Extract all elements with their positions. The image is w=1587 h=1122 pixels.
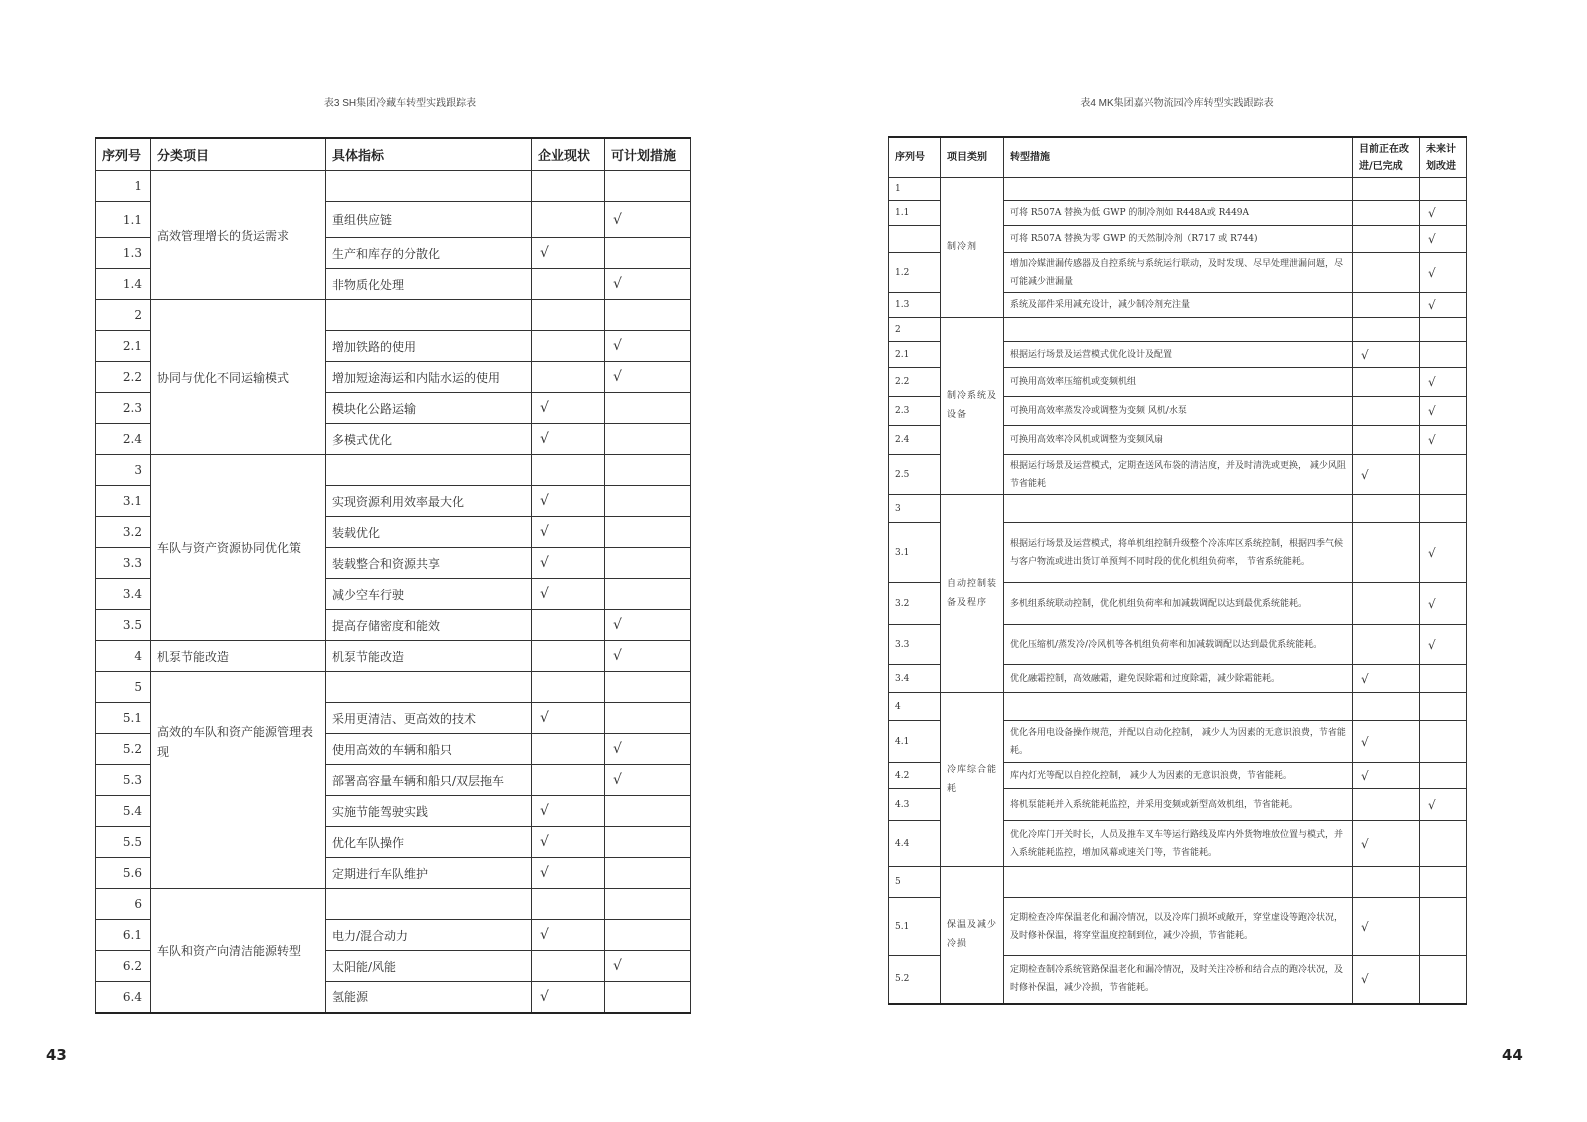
- future-cell: [1420, 342, 1467, 368]
- serial-cell: 6.2: [96, 951, 151, 982]
- page-number-left: 43: [46, 1046, 67, 1064]
- serial-cell: 2.3: [889, 397, 941, 426]
- serial-cell: 1: [96, 171, 151, 202]
- measure-cell: 定期检查制冷系统管路保温老化和漏冷情况，及时关注冷桥和结合点的跑冷状况，及时修补保温，减少冷损，节省能耗。: [1004, 956, 1353, 1004]
- category-cell: 机泵节能改造: [151, 641, 326, 672]
- serial-cell: 5.1: [96, 703, 151, 734]
- status-cell: √: [532, 517, 605, 548]
- serial-cell: 3.1: [889, 523, 941, 583]
- future-cell: √: [1420, 397, 1467, 426]
- status-cell: √: [532, 858, 605, 889]
- serial-cell: 3.4: [889, 665, 941, 693]
- status-cell: √: [532, 486, 605, 517]
- plan-cell: [605, 982, 691, 1013]
- status-cell: √: [532, 827, 605, 858]
- serial-cell: 4.2: [889, 763, 941, 789]
- future-cell: √: [1420, 226, 1467, 253]
- plan-cell: [605, 796, 691, 827]
- indicator-cell: 定期进行车队维护: [326, 858, 532, 889]
- status-cell: [532, 202, 605, 238]
- indicator-cell: 优化车队操作: [326, 827, 532, 858]
- plan-cell: [605, 424, 691, 455]
- indicator-cell: 部署高容量车辆和船只/双层拖车: [326, 765, 532, 796]
- measure-cell: 优化各用电设备操作规范，并配以自动化控制， 减少人为因素的无意识浪费，节省能耗。: [1004, 721, 1353, 763]
- indicator-cell: 装载整合和资源共享: [326, 548, 532, 579]
- measure-cell: 多机组系统联动控制，优化机组负荷率和加减载调配以达到最优系统能耗。: [1004, 583, 1353, 625]
- plan-cell: [605, 393, 691, 424]
- status-cell: √: [532, 393, 605, 424]
- measure-cell: 可换用高效率蒸发冷或调整为变频 风机/水泵: [1004, 397, 1353, 426]
- indicator-cell: 机泵节能改造: [326, 641, 532, 672]
- plan-cell: √: [605, 362, 691, 393]
- indicator-cell: 太阳能/风能: [326, 951, 532, 982]
- serial-cell: 2.1: [96, 331, 151, 362]
- indicator-cell: 模块化公路运输: [326, 393, 532, 424]
- table4-mk-group-cold-storage-tracking: [888, 136, 1467, 1005]
- table3-caption: 表3 SH集团冷藏车转型实践跟踪表: [323, 98, 477, 109]
- future-cell: [1420, 665, 1467, 693]
- serial-cell: 2.5: [889, 455, 941, 495]
- col-header-current: 目前正在改进/已完成: [1353, 137, 1420, 178]
- status-cell: √: [532, 796, 605, 827]
- measure-cell: 根据运行场景及运营模式优化设计及配置: [1004, 342, 1353, 368]
- table-header-row: [889, 137, 1467, 178]
- measure-cell: 将机泵能耗并入系统能耗监控，并采用变频或新型高效机组，节省能耗。: [1004, 789, 1353, 821]
- indicator-cell: 生产和库存的分散化: [326, 238, 532, 269]
- current-cell: [1353, 178, 1420, 201]
- category-cell: 制冷系统及设备: [941, 318, 1004, 495]
- serial-cell: 5.2: [889, 956, 941, 1004]
- future-cell: [1420, 898, 1467, 956]
- table-header-row: [96, 138, 691, 171]
- table-row: [96, 672, 691, 703]
- serial-cell: 5.2: [96, 734, 151, 765]
- category-cell: 高效管理增长的货运需求: [151, 171, 326, 300]
- category-cell: 车队和资产向清洁能源转型: [151, 889, 326, 1013]
- measure-cell: 根据运行场景及运营模式，将单机组控制升级整个冷冻库区系统控制，根据四季气候与客户物流或进出货订单预判不同时段的优化机组负荷率， 节省系统能耗。: [1004, 523, 1353, 583]
- table4-caption: 表4 MK集团嘉兴物流园冷库转型实践跟踪表: [1080, 98, 1274, 109]
- current-cell: [1353, 693, 1420, 721]
- future-cell: √: [1420, 293, 1467, 318]
- serial-cell: 1.1: [96, 202, 151, 238]
- indicator-cell: 提高存储密度和能效: [326, 610, 532, 641]
- status-cell: [532, 269, 605, 300]
- current-cell: √: [1353, 721, 1420, 763]
- serial-cell: 3.4: [96, 579, 151, 610]
- serial-cell: 2: [889, 318, 941, 342]
- plan-cell: [605, 171, 691, 202]
- plan-cell: [605, 300, 691, 331]
- indicator-cell: 氢能源: [326, 982, 532, 1013]
- current-cell: √: [1353, 763, 1420, 789]
- serial-cell: 1.1: [889, 201, 941, 226]
- plan-cell: √: [605, 951, 691, 982]
- col-header-serial: 序列号: [96, 138, 151, 171]
- current-cell: [1353, 625, 1420, 665]
- plan-cell: √: [605, 765, 691, 796]
- serial-cell: 5: [889, 867, 941, 898]
- serial-cell: 5.3: [96, 765, 151, 796]
- indicator-cell: 实现资源利用效率最大化: [326, 486, 532, 517]
- current-cell: [1353, 368, 1420, 397]
- future-cell: √: [1420, 368, 1467, 397]
- serial-cell: 3.2: [889, 583, 941, 625]
- status-cell: [532, 951, 605, 982]
- plan-cell: √: [605, 269, 691, 300]
- measure-cell: 优化融霜控制，高效融霜，避免误除霜和过度除霜，减少除霜能耗。: [1004, 665, 1353, 693]
- serial-cell: 3: [96, 455, 151, 486]
- future-cell: [1420, 318, 1467, 342]
- future-cell: √: [1420, 583, 1467, 625]
- current-cell: [1353, 201, 1420, 226]
- table-row: [889, 178, 1467, 201]
- serial-cell: 3: [889, 495, 941, 523]
- col-header-category: 项目类别: [941, 137, 1004, 178]
- measure-cell: 可将 R507A 替换为低 GWP 的制冷剂如 R448A或 R449A: [1004, 201, 1353, 226]
- indicator-cell: [326, 889, 532, 920]
- category-cell: 高效的车队和资产能源管理表现: [151, 672, 326, 889]
- plan-cell: [605, 238, 691, 269]
- current-cell: [1353, 583, 1420, 625]
- indicator-cell: 电力/混合动力: [326, 920, 532, 951]
- serial-cell: 1.3: [96, 238, 151, 269]
- future-cell: √: [1420, 253, 1467, 293]
- table-row: [96, 889, 691, 920]
- table-row: [96, 300, 691, 331]
- serial-cell: 5.6: [96, 858, 151, 889]
- current-cell: √: [1353, 455, 1420, 495]
- plan-cell: [605, 858, 691, 889]
- plan-cell: [605, 889, 691, 920]
- status-cell: [532, 734, 605, 765]
- category-cell: 协同与优化不同运输模式: [151, 300, 326, 455]
- serial-cell: 2.4: [96, 424, 151, 455]
- plan-cell: √: [605, 641, 691, 672]
- indicator-cell: 非物质化处理: [326, 269, 532, 300]
- indicator-cell: 采用更清洁、更高效的技术: [326, 703, 532, 734]
- plan-cell: [605, 486, 691, 517]
- current-cell: [1353, 253, 1420, 293]
- col-header-plan: 可计划措施: [605, 138, 691, 171]
- future-cell: √: [1420, 789, 1467, 821]
- plan-cell: √: [605, 734, 691, 765]
- measure-cell: 可将 R507A 替换为零 GWP 的天然制冷剂（R717 或 R744): [1004, 226, 1353, 253]
- future-cell: [1420, 956, 1467, 1004]
- current-cell: [1353, 789, 1420, 821]
- category-cell: 保温及减少冷损: [941, 867, 1004, 1004]
- status-cell: [532, 362, 605, 393]
- serial-cell: 4.1: [889, 721, 941, 763]
- table-row: [889, 693, 1467, 721]
- indicator-cell: 装载优化: [326, 517, 532, 548]
- status-cell: √: [532, 238, 605, 269]
- indicator-cell: 使用高效的车辆和船只: [326, 734, 532, 765]
- plan-cell: [605, 827, 691, 858]
- measure-cell: [1004, 693, 1353, 721]
- future-cell: √: [1420, 523, 1467, 583]
- serial-cell: 1.2: [889, 253, 941, 293]
- indicator-cell: 实施节能驾驶实践: [326, 796, 532, 827]
- category-cell: 制冷剂: [941, 178, 1004, 318]
- measure-cell: 可换用高效率冷风机或调整为变频风扇: [1004, 426, 1353, 455]
- status-cell: [532, 672, 605, 703]
- col-header-serial: 序列号: [889, 137, 941, 178]
- status-cell: √: [532, 424, 605, 455]
- plan-cell: [605, 548, 691, 579]
- indicator-cell: 增加短途海运和内陆水运的使用: [326, 362, 532, 393]
- current-cell: [1353, 226, 1420, 253]
- future-cell: [1420, 178, 1467, 201]
- col-header-measure: 转型措施: [1004, 137, 1353, 178]
- plan-cell: [605, 703, 691, 734]
- indicator-cell: [326, 171, 532, 202]
- col-header-status: 企业现状: [532, 138, 605, 171]
- col-header-future: 未来计划改进: [1420, 137, 1467, 178]
- table-row: [889, 318, 1467, 342]
- current-cell: √: [1353, 956, 1420, 1004]
- serial-cell: 4.3: [889, 789, 941, 821]
- serial-cell: 2.4: [889, 426, 941, 455]
- table-row: [96, 455, 691, 486]
- current-cell: √: [1353, 342, 1420, 368]
- measure-cell: 优化压缩机/蒸发冷/冷风机等各机组负荷率和加减载调配以达到最优系统能耗。: [1004, 625, 1353, 665]
- indicator-cell: [326, 455, 532, 486]
- serial-cell: 6.1: [96, 920, 151, 951]
- indicator-cell: 增加铁路的使用: [326, 331, 532, 362]
- future-cell: [1420, 495, 1467, 523]
- future-cell: √: [1420, 625, 1467, 665]
- plan-cell: [605, 517, 691, 548]
- status-cell: [532, 641, 605, 672]
- current-cell: [1353, 426, 1420, 455]
- status-cell: [532, 300, 605, 331]
- current-cell: √: [1353, 821, 1420, 867]
- measure-cell: 增加冷媒泄漏传感器及自控系统与系统运行联动，及时发现、尽早处理泄漏问题，尽可能减少泄漏量: [1004, 253, 1353, 293]
- serial-cell: 1: [889, 178, 941, 201]
- serial-cell: 5.1: [889, 898, 941, 956]
- table-row: [889, 495, 1467, 523]
- status-cell: [532, 331, 605, 362]
- status-cell: [532, 455, 605, 486]
- table-row: [889, 867, 1467, 898]
- status-cell: √: [532, 703, 605, 734]
- indicator-cell: [326, 300, 532, 331]
- serial-cell: 5.5: [96, 827, 151, 858]
- serial-cell: 3.1: [96, 486, 151, 517]
- measure-cell: [1004, 867, 1353, 898]
- status-cell: √: [532, 982, 605, 1013]
- plan-cell: [605, 579, 691, 610]
- serial-cell: 3.3: [96, 548, 151, 579]
- serial-cell: 6: [96, 889, 151, 920]
- serial-cell: 1.4: [96, 269, 151, 300]
- measure-cell: 系统及部件采用减充设计，减少制冷剂充注量: [1004, 293, 1353, 318]
- future-cell: [1420, 721, 1467, 763]
- status-cell: [532, 765, 605, 796]
- current-cell: [1353, 867, 1420, 898]
- serial-cell: 2.3: [96, 393, 151, 424]
- status-cell: √: [532, 548, 605, 579]
- serial-cell: 2.2: [889, 368, 941, 397]
- col-header-indicator: 具体指标: [326, 138, 532, 171]
- serial-cell: 1.3: [889, 293, 941, 318]
- category-cell: 车队与资产资源协同优化策: [151, 455, 326, 641]
- plan-cell: [605, 455, 691, 486]
- serial-cell: 2.1: [889, 342, 941, 368]
- category-cell: 冷库综合能耗: [941, 693, 1004, 867]
- serial-cell: 4: [96, 641, 151, 672]
- plan-cell: [605, 672, 691, 703]
- status-cell: [532, 171, 605, 202]
- page-number-right: 44: [1502, 1046, 1523, 1064]
- measure-cell: 库内灯光等配以自控化控制， 减少人为因素的无意识浪费，节省能耗。: [1004, 763, 1353, 789]
- col-header-category: 分类项目: [151, 138, 326, 171]
- indicator-cell: 多模式优化: [326, 424, 532, 455]
- future-cell: √: [1420, 426, 1467, 455]
- measure-cell: 定期检查冷库保温老化和漏冷情况，以及冷库门损坏或敞开，穿堂虚设等跑冷状况，及时修补保温，将穿堂温度控制到位，减少冷损，节省能耗。: [1004, 898, 1353, 956]
- measure-cell: [1004, 495, 1353, 523]
- table-row: [96, 171, 691, 202]
- serial-cell: 4: [889, 693, 941, 721]
- serial-cell: 4.4: [889, 821, 941, 867]
- indicator-cell: 重组供应链: [326, 202, 532, 238]
- measure-cell: [1004, 178, 1353, 201]
- status-cell: √: [532, 920, 605, 951]
- current-cell: √: [1353, 665, 1420, 693]
- category-cell: 自动控制装备及程序: [941, 495, 1004, 693]
- serial-cell: 6.4: [96, 982, 151, 1013]
- measure-cell: 可换用高效率压缩机或变频机组: [1004, 368, 1353, 397]
- serial-cell: 5.4: [96, 796, 151, 827]
- plan-cell: [605, 920, 691, 951]
- future-cell: [1420, 693, 1467, 721]
- serial-cell: 2.2: [96, 362, 151, 393]
- measure-cell: 根据运行场景及运营模式，定期查送风布袋的清洁度，并及时清洗或更换， 减少风阻节省能耗: [1004, 455, 1353, 495]
- status-cell: [532, 610, 605, 641]
- future-cell: [1420, 867, 1467, 898]
- serial-cell: 2: [96, 300, 151, 331]
- measure-cell: [1004, 318, 1353, 342]
- current-cell: √: [1353, 898, 1420, 956]
- current-cell: [1353, 293, 1420, 318]
- current-cell: [1353, 523, 1420, 583]
- status-cell: [532, 889, 605, 920]
- serial-cell: 3.5: [96, 610, 151, 641]
- future-cell: [1420, 821, 1467, 867]
- serial-cell: [889, 226, 941, 253]
- indicator-cell: 减少空车行驶: [326, 579, 532, 610]
- measure-cell: 优化冷库门开关时长，人员及推车叉车等运行路线及库内外货物堆放位置与模式，并入系统能耗监控，增加风幕或速关门等，节省能耗。: [1004, 821, 1353, 867]
- status-cell: √: [532, 579, 605, 610]
- future-cell: √: [1420, 201, 1467, 226]
- table3-sh-group-reefer-tracking: [95, 137, 691, 1014]
- current-cell: [1353, 397, 1420, 426]
- serial-cell: 5: [96, 672, 151, 703]
- current-cell: [1353, 495, 1420, 523]
- future-cell: [1420, 455, 1467, 495]
- plan-cell: √: [605, 610, 691, 641]
- table-row: [96, 641, 691, 672]
- plan-cell: √: [605, 331, 691, 362]
- current-cell: [1353, 318, 1420, 342]
- future-cell: [1420, 763, 1467, 789]
- serial-cell: 3.2: [96, 517, 151, 548]
- serial-cell: 3.3: [889, 625, 941, 665]
- indicator-cell: [326, 672, 532, 703]
- plan-cell: √: [605, 202, 691, 238]
